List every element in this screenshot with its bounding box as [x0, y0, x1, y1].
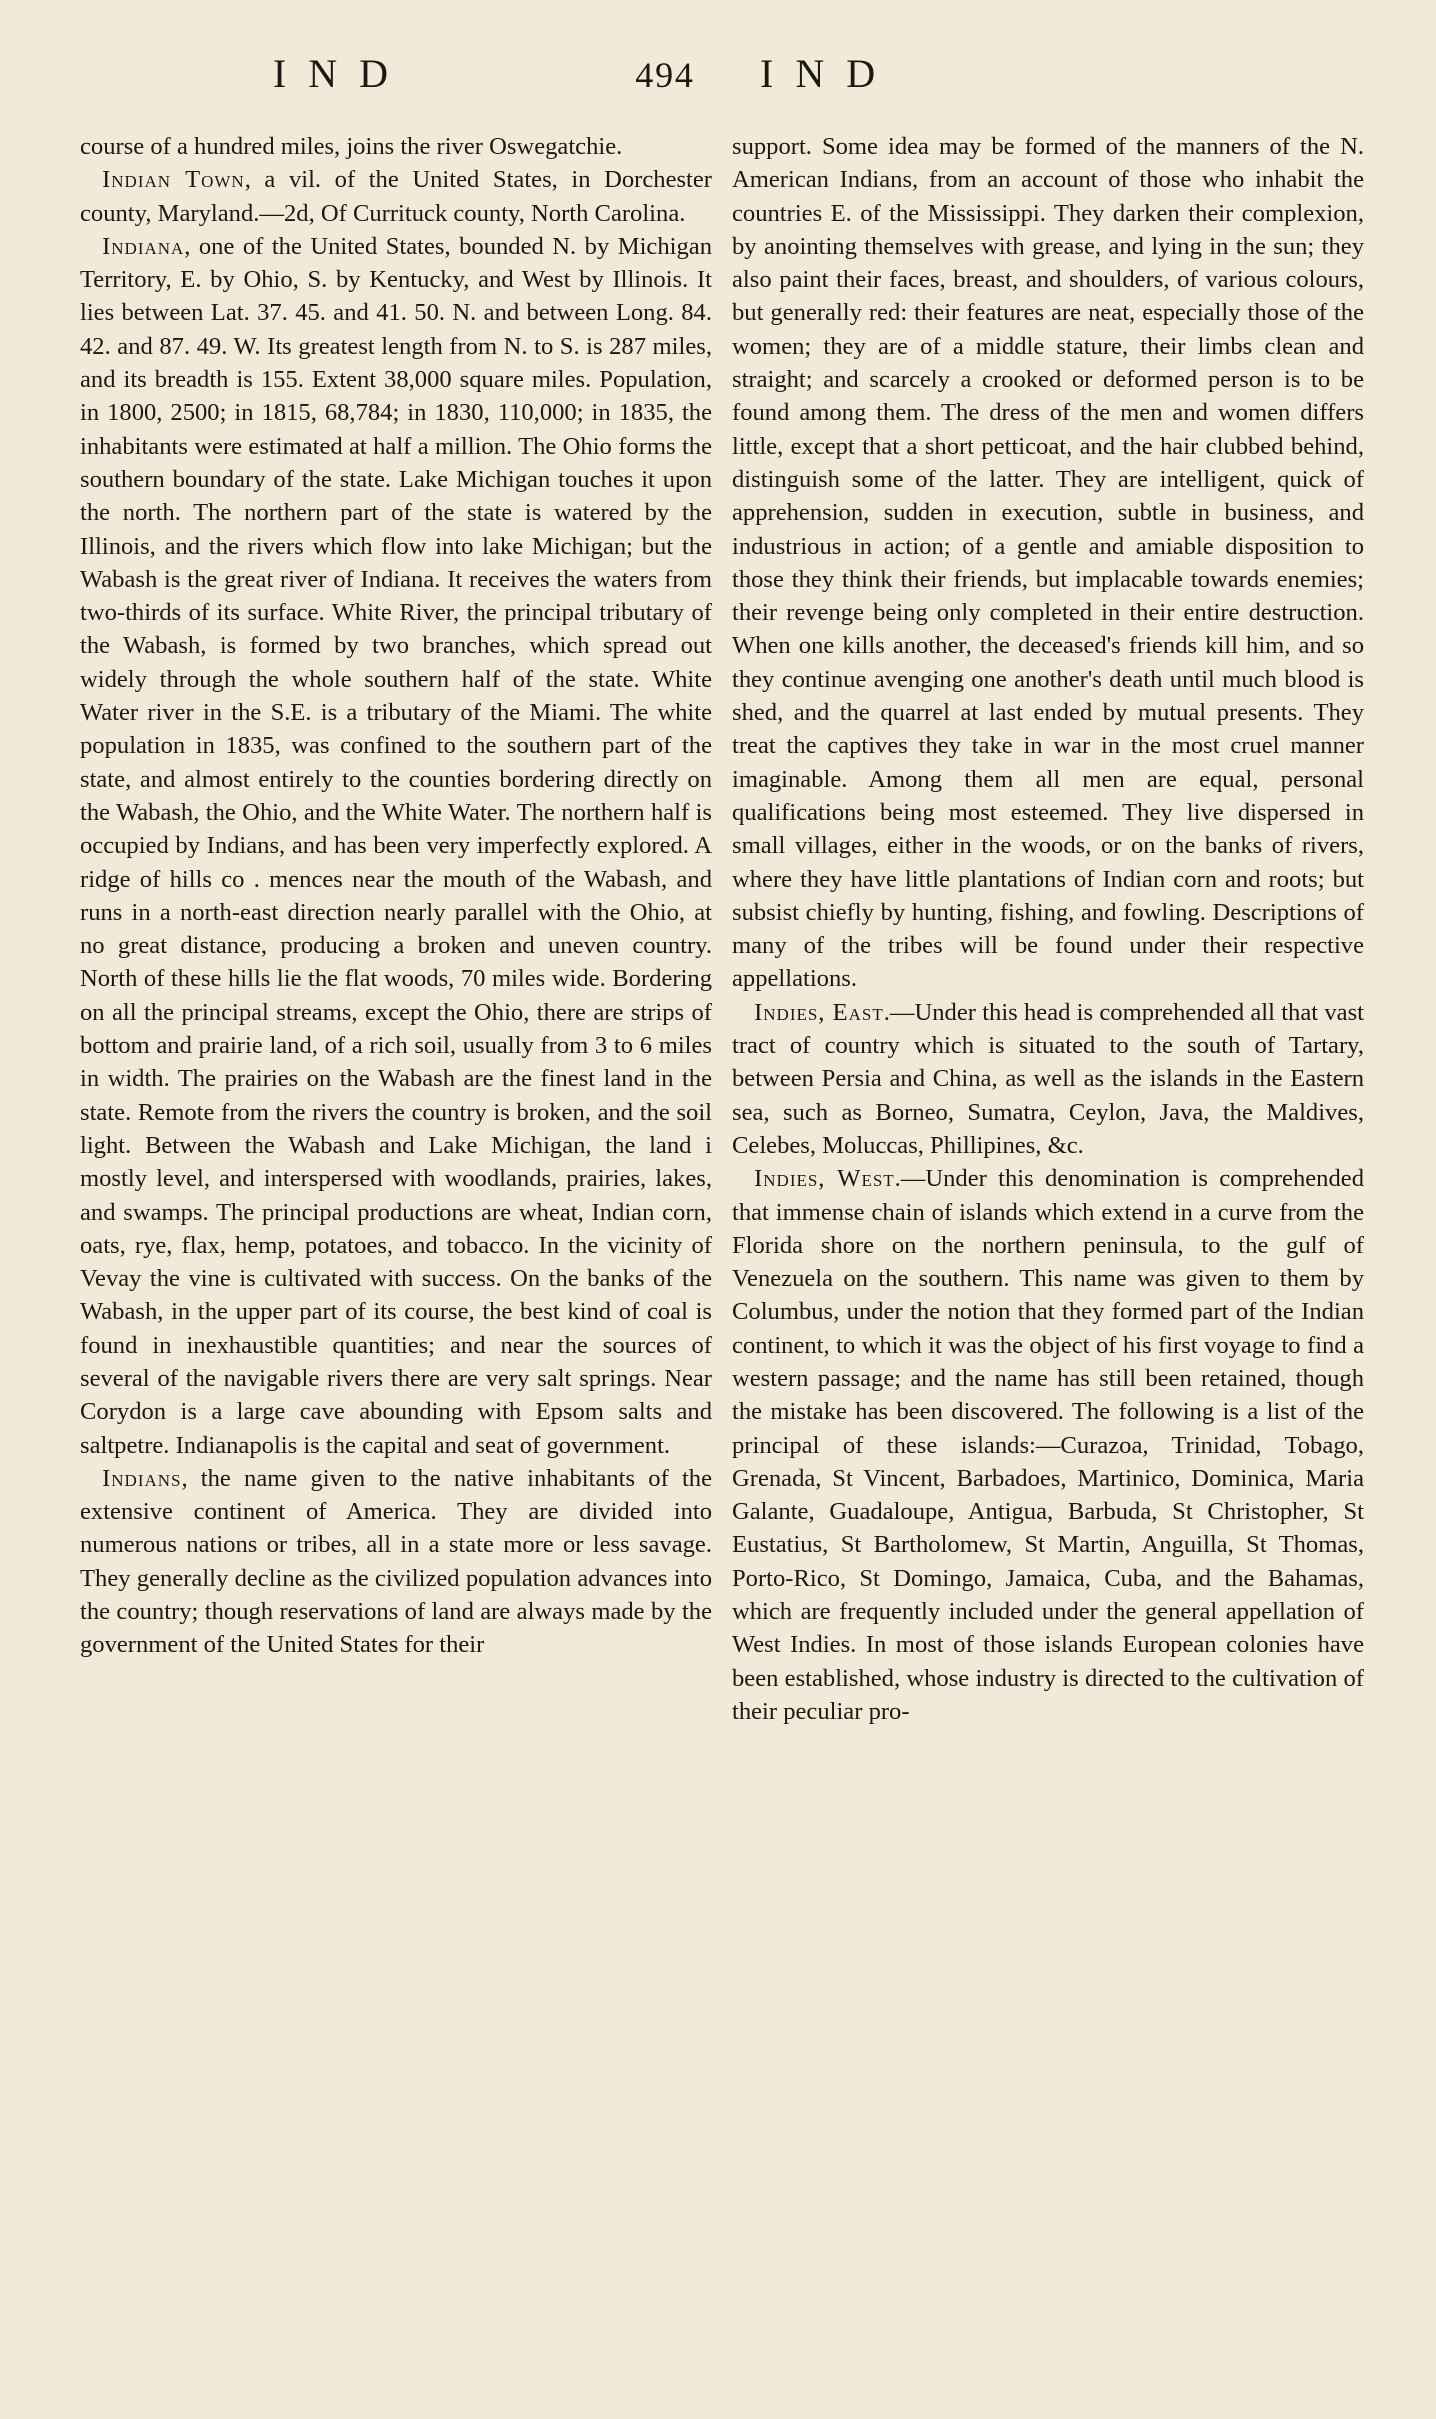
page-number: 494 — [635, 55, 695, 95]
entry-text: , the name given to the native inhabitants of the extensive continent of America. They are divided into numerous nations or tribes, all in a state more or less savage. They generally decline as the civilized population advances into the country; though reservations of land are always made by the government of the United States for their — [80, 1464, 712, 1659]
text-columns — [80, 130, 1364, 1728]
entry-paragraph — [80, 1462, 712, 1662]
entry-paragraph — [732, 1162, 1364, 1728]
entry-paragraph — [732, 130, 1364, 996]
left-column — [80, 130, 712, 1728]
entry-paragraph — [80, 230, 712, 1462]
header-right-word: IND — [760, 51, 898, 96]
entry-headword: Indiana — [102, 232, 185, 260]
entry-text: .—Under this denomination is comprehended that immense chain of islands which extend in a curve from the Florida shore on the northern peninsula, to the gulf of Venezuela on the southern. This name was given to them by Columbus, under the notion that they formed part of the Indian continent, to which it was the object of his first voyage to find a western passage; and the name has still been retained, though the mistake has been discovered. The following is a list of the principal of these islands:—Curazoa, Trinidad, Tobago, Grenada, St Vincent, Barbadoes, Martinico, Dominica, Maria Galante, Guadaloupe, Antigua, Barbuda, St Christopher, St Eustatius, St Bartholomew, St Martin, Anguilla, St Thomas, Porto-Rico, St Domingo, Jamaica, Cuba, and the Bahamas, which are frequently included under the general appellation of West Indies. In most of those islands European colonies have been established, whose industry is directed to the cultivation of their peculiar pro- — [732, 1165, 1364, 1725]
entry-paragraph — [80, 163, 712, 230]
header-left-word: IND — [272, 51, 410, 96]
entry-headword: Indians — [102, 1464, 182, 1492]
entry-text: course of a hundred miles, joins the river Oswegatchie. — [80, 133, 623, 160]
entry-headword: Indian Town — [102, 166, 245, 194]
entry-paragraph — [80, 130, 712, 163]
entry-paragraph — [732, 996, 1364, 1162]
right-column — [732, 130, 1364, 1728]
entry-headword: Indies, East — [754, 998, 884, 1026]
entry-text: support. Some idea may be formed of the manners of the N. American Indians, from an account of those who inhabit the countries E. of the Mississippi. They darken their complexion, by anointing themselves with grease, and lying in the sun; they also paint their faces, breast, and shoulders, of various colours, but generally red: their features are neat, especially those of the women; they are of a middle stature, their limbs clean and straight; and scarcely a crooked or deformed person is to be found among them. The dress of the men and women differs little, except that a short petticoat, and the hair clubbed behind, distinguish some of the latter. They are intelligent, quick of apprehension, sudden in execution, subtle in business, and industrious in action; of a gentle and amiable disposition to those they think their friends, but implacable towards enemies; their revenge being only completed in their entire destruction. When one kills another, the deceased's friends kill him, and so they continue avenging one another's death until much blood is shed, and the quarrel at last ended by mutual presents. They treat the captives they take in war in the most cruel manner imaginable. Among them all men are equal, personal qualifications being most esteemed. They live dispersed in small villages, either in the woods, or on the banks of rivers, where they have little plantations of Indian corn and roots; but subsist chiefly by hunting, fishing, and fowling. Descriptions of many of the tribes will be found under their respective appellations. — [732, 133, 1364, 993]
entry-text: .—Under this head is comprehended all that vast tract of country which is situated to the south of Tartary, between Persia and China, as well as the islands in the Eastern sea, such as Borneo, Sumatra, Ceylon, Java, the Maldives, Celebes, Moluccas, Phillipines, &c. — [732, 998, 1364, 1159]
entry-text: , a vil. of the United States, in Dorchester county, Maryland.—2d, Of Currituck county, North Carolina. — [80, 166, 712, 227]
entry-headword: Indies, West — [754, 1165, 895, 1193]
running-header — [80, 50, 1364, 120]
entry-text: , one of the United States, bounded N. by Michigan Territory, E. by Ohio, S. by Kentucky, and West by Illinois. It lies between Lat. 37. 45. and 41. 50. N. and between Long. 84. 42. and 87. 49. W. Its greatest length from N. to S. is 287 miles, and its breadth is 155. Extent 38,000 square miles. Population, in 1800, 2500; in 1815, 68,784; in 1830, 110,000; in 1835, the inhabitants were estimated at half a million. The Ohio forms the southern boundary of the state. Lake Michigan touches it upon the north. The northern part of the state is watered by the Illinois, and the rivers which flow into lake Michigan; but the Wabash is the great river of Indiana. It receives the waters from two-thirds of its surface. White River, the principal tributary of the Wabash, is formed by two branches, which spread out widely through the whole southern half of the state. White Water river in the S.E. is a tributary of the Miami. The white population in 1835, was confined to the southern part of the state, and almost entirely to the counties bordering directly on the Wabash, the Ohio, and the White Water. The northern half is occupied by Indians, and has been very imperfectly explored. A ridge of hills co . mences near the mouth of the Wabash, and runs in a north-east direction nearly parallel with the Ohio, at no great distance, producing a broken and uneven country. North of these hills lie the flat woods, 70 miles wide. Bordering on all the principal streams, except the Ohio, there are strips of bottom and prairie land, of a rich soil, usually from 3 to 6 miles in width. The prairies on the Wabash are the finest land in the state. Remote from the rivers the country is broken, and the soil light. Between the Wabash and Lake Michigan, the land i mostly level, and interspersed with woodlands, prairies, lakes, and swamps. The principal productions are wheat, Indian corn, oats, rye, flax, hemp, potatoes, and tobacco. In the vicinity of Vevay the vine is cultivated with success. On the banks of the Wabash, in the upper part of its course, the best kind of coal is found in inexhaustible quantities; and near the sources of several of the navigable rivers there are very salt springs. Near Corydon is a large cave abounding with Epsom salts and saltpetre. Indianapolis is the capital and seat of government. — [80, 232, 712, 1459]
